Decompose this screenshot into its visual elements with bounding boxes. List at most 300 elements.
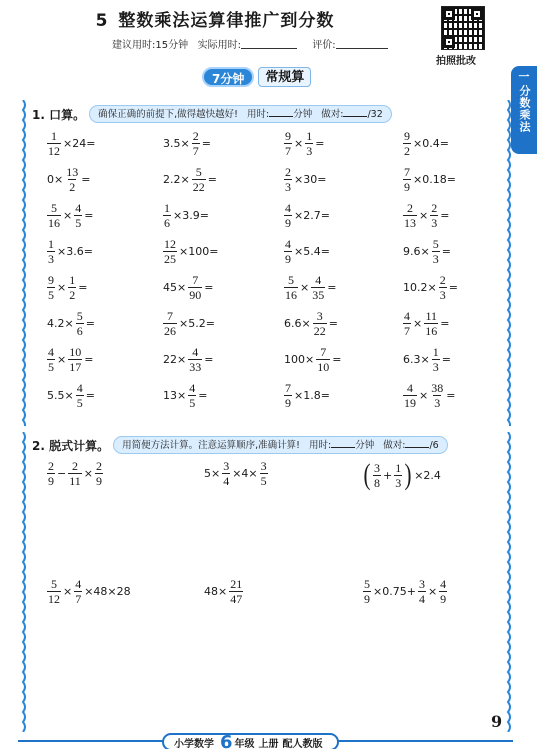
expr-text: ×1.8= xyxy=(294,389,330,402)
section2-total: /6 xyxy=(429,440,439,451)
denominator: 9 xyxy=(364,592,370,606)
section1-instruction: 确保正确的前提下,做得越快越好! xyxy=(98,109,238,120)
numerator: 7 xyxy=(192,273,199,287)
oral-problem[interactable] xyxy=(46,346,94,373)
denominator: 33 xyxy=(189,360,202,374)
fraction xyxy=(403,382,417,409)
expr-text: ×2.7= xyxy=(294,209,330,222)
numerator: 4 xyxy=(285,201,291,215)
expr-text: = xyxy=(198,389,208,402)
expr-text: × xyxy=(63,209,73,222)
fraction xyxy=(47,346,55,373)
denominator: 22 xyxy=(192,180,205,194)
fraction xyxy=(284,202,292,229)
fraction xyxy=(163,310,177,337)
section2-time-label: 用时: xyxy=(309,440,332,451)
numerator: 5 xyxy=(51,577,57,591)
denominator: 90 xyxy=(189,288,202,302)
numerator: 11 xyxy=(425,309,437,323)
oral-problem[interactable] xyxy=(283,382,331,409)
section2-time-blank[interactable] xyxy=(331,439,355,448)
numerator: 1 xyxy=(432,345,439,359)
fraction xyxy=(188,274,202,301)
oral-problem[interactable] xyxy=(283,130,325,157)
section1-title: 1. 口算。 xyxy=(32,107,86,122)
numerator: 21 xyxy=(230,577,243,591)
expr-text: = xyxy=(207,173,217,186)
denominator: 16 xyxy=(285,288,297,302)
fraction xyxy=(47,274,55,301)
numerator: 1 xyxy=(164,201,170,215)
fraction xyxy=(47,460,55,487)
expr-text: ×3.9= xyxy=(173,209,209,222)
qr-label: 拍照批改 xyxy=(436,56,476,67)
fraction xyxy=(188,346,202,373)
fraction xyxy=(163,202,171,229)
qr-code-icon[interactable] xyxy=(441,6,485,50)
expr-text: 9.6× xyxy=(403,245,430,258)
denominator: 3 xyxy=(306,144,313,158)
denominator: 3 xyxy=(432,252,439,266)
oral-problem[interactable] xyxy=(162,382,208,409)
expr-text: = xyxy=(81,173,91,186)
numerator: 1 xyxy=(48,237,54,251)
expr-text: = xyxy=(446,389,456,402)
expr-text: = xyxy=(440,317,450,330)
expr-text: 13× xyxy=(163,389,187,402)
denominator: 4 xyxy=(223,474,230,488)
denominator: 5 xyxy=(76,396,83,410)
oral-problem[interactable] xyxy=(402,274,459,301)
fraction xyxy=(439,274,447,301)
denominator: 7 xyxy=(75,592,82,606)
denominator: 3 xyxy=(432,360,439,374)
expr-text: ×48×28 xyxy=(84,585,131,598)
denominator: 5 xyxy=(260,474,267,488)
expr-text: 45× xyxy=(163,281,187,294)
section1-correct-label: 做对: xyxy=(321,109,344,120)
expr-text: ×5.4= xyxy=(294,245,330,258)
fraction xyxy=(95,460,103,487)
expr-text: × xyxy=(427,585,438,598)
numerator: 2 xyxy=(96,459,102,473)
actual-time-label: 实际用时: xyxy=(197,40,242,51)
numerator: 4 xyxy=(315,273,322,287)
fraction xyxy=(163,238,177,265)
denominator: 7 xyxy=(192,144,199,158)
expr-text: ×0.75+ xyxy=(373,585,416,598)
fraction xyxy=(284,238,292,265)
denominator: 3 xyxy=(431,216,438,230)
denominator: 12 xyxy=(48,144,60,158)
expr-text: ×0.18= xyxy=(413,173,456,186)
section2-minute-label: 分钟 xyxy=(355,440,375,451)
fraction xyxy=(311,274,325,301)
page-number: 9 xyxy=(491,712,503,731)
denominator: 25 xyxy=(164,252,176,266)
expr-text: 5× xyxy=(204,467,221,480)
fraction xyxy=(305,130,313,157)
numerator: 3 xyxy=(418,577,425,591)
section1-total: /32 xyxy=(367,109,383,120)
wave-border-left-2 xyxy=(18,432,28,732)
section2-note xyxy=(113,436,448,454)
numerator: 4 xyxy=(75,201,82,215)
denominator: 6 xyxy=(76,324,83,338)
expr-text: × xyxy=(83,467,93,480)
routine-label: 常规算 xyxy=(258,67,311,87)
oral-problem[interactable] xyxy=(402,346,452,373)
oral-problem[interactable] xyxy=(402,130,450,157)
denominator: 19 xyxy=(404,396,416,410)
oral-problem[interactable] xyxy=(162,346,214,373)
written-problem[interactable] xyxy=(203,460,269,487)
oral-problem[interactable] xyxy=(46,166,91,193)
denominator: 9 xyxy=(404,180,410,194)
fraction xyxy=(188,382,196,409)
denominator: 8 xyxy=(374,475,380,490)
fraction xyxy=(260,460,268,487)
footer-subject: 小学数学 xyxy=(174,738,214,749)
oral-problem[interactable] xyxy=(46,238,94,265)
fraction xyxy=(65,166,79,193)
expr-text: 48× xyxy=(204,585,228,598)
page-title xyxy=(0,6,430,31)
section2-correct-blank[interactable] xyxy=(405,439,429,448)
expr-text: = xyxy=(204,281,214,294)
denominator: 35 xyxy=(312,288,325,302)
numerator: 9 xyxy=(285,129,291,143)
fraction xyxy=(74,202,82,229)
section2-instruction: 用简便方法计算。注意运算顺序,准确计算! xyxy=(122,440,300,451)
expr-text: × xyxy=(57,353,67,366)
written-problem[interactable] xyxy=(46,460,104,487)
denominator: 2 xyxy=(69,288,76,302)
numerator: 4 xyxy=(192,345,199,359)
expr-text: 3.5× xyxy=(163,137,190,150)
expr-text: = xyxy=(448,281,458,294)
oral-problem[interactable] xyxy=(283,274,337,301)
numerator: 38 xyxy=(431,381,444,395)
expr-text: 4.2× xyxy=(47,317,74,330)
fraction xyxy=(229,578,243,605)
written-problem[interactable] xyxy=(362,460,442,490)
oral-problem[interactable] xyxy=(283,238,331,265)
fraction xyxy=(68,274,76,301)
expr-text: × xyxy=(419,389,429,402)
denominator: 7 xyxy=(404,324,410,338)
denominator: 5 xyxy=(48,288,54,302)
expr-text: = xyxy=(440,209,450,222)
wave-border-left xyxy=(18,100,28,426)
numerator: 3 xyxy=(223,459,230,473)
lesson-title: 整数乘法运算律推广到分数 xyxy=(118,11,335,31)
fraction xyxy=(403,202,417,229)
oral-problem[interactable] xyxy=(162,130,212,157)
wave-border-right xyxy=(503,100,513,426)
fraction xyxy=(430,202,438,229)
denominator: 10 xyxy=(317,360,330,374)
numerator: 4 xyxy=(407,381,413,395)
denominator: 3 xyxy=(48,252,54,266)
denominator: 9 xyxy=(285,396,291,410)
fraction xyxy=(432,346,440,373)
numerator: 2 xyxy=(72,459,78,473)
denominator: 26 xyxy=(164,324,176,338)
expr-text: ×4× xyxy=(232,467,258,480)
actual-time-blank[interactable] xyxy=(241,39,297,49)
numerator: 10 xyxy=(69,345,82,359)
fraction xyxy=(363,578,371,605)
denominator: 13 xyxy=(404,216,416,230)
oral-problem[interactable] xyxy=(162,202,210,229)
expr-text: ×5.2= xyxy=(179,317,215,330)
denominator: 9 xyxy=(96,474,102,488)
denominator: 16 xyxy=(48,216,60,230)
suggested-time: 建议用时:15分钟 xyxy=(112,40,189,51)
expr-text: = xyxy=(441,353,451,366)
fraction xyxy=(424,310,438,337)
fraction xyxy=(192,130,200,157)
fraction xyxy=(74,578,82,605)
expr-text: × xyxy=(63,585,73,598)
denominator: 3 xyxy=(395,475,402,490)
numerator: 4 xyxy=(285,237,291,251)
section1-note xyxy=(89,105,392,123)
expr-text: 100× xyxy=(284,353,315,366)
numerator: 5 xyxy=(195,165,202,179)
expr-text: × xyxy=(300,281,310,294)
chapter-name: 分数乘法 xyxy=(518,85,531,133)
written-problem[interactable] xyxy=(46,578,132,605)
fraction xyxy=(284,130,292,157)
oral-problem[interactable] xyxy=(402,382,456,409)
denominator: 16 xyxy=(425,324,438,338)
denominator: 4 xyxy=(418,592,425,606)
numerator: 2 xyxy=(439,273,446,287)
expr-text: 22× xyxy=(163,353,187,366)
numerator: 5 xyxy=(76,309,83,323)
footer-badge xyxy=(162,733,339,749)
expr-text: = xyxy=(204,353,214,366)
numerator: 5 xyxy=(51,201,57,215)
numerator: 7 xyxy=(167,309,173,323)
expr-text: = xyxy=(84,209,94,222)
fraction xyxy=(68,460,82,487)
numerator: 1 xyxy=(395,460,402,475)
expr-text: × xyxy=(419,209,429,222)
oral-problem[interactable] xyxy=(162,166,218,193)
denominator: 5 xyxy=(189,396,196,410)
section1-correct-blank[interactable] xyxy=(343,108,367,117)
numerator: 3 xyxy=(316,309,323,323)
oral-problem[interactable] xyxy=(402,166,457,193)
numerator: 5 xyxy=(288,273,294,287)
oral-problem[interactable] xyxy=(162,238,219,265)
denominator: 9 xyxy=(48,474,54,488)
oral-problem[interactable] xyxy=(46,274,88,301)
expr-text: = xyxy=(327,281,337,294)
fraction xyxy=(432,238,440,265)
expr-text: 2.2× xyxy=(163,173,190,186)
oral-problem[interactable] xyxy=(46,382,96,409)
oral-problem[interactable] xyxy=(402,310,450,337)
denominator: 3 xyxy=(434,396,441,410)
expr-text: = xyxy=(85,389,95,402)
footer-volume: 上册 xyxy=(258,738,279,749)
fraction xyxy=(222,460,230,487)
fraction xyxy=(394,462,402,489)
wave-border-right-2 xyxy=(503,432,513,732)
expr-text: 5.5× xyxy=(47,389,74,402)
denominator: 3 xyxy=(285,180,291,194)
expr-text: 6.3× xyxy=(403,353,430,366)
oral-problem[interactable] xyxy=(162,274,214,301)
denominator: 6 xyxy=(164,216,170,230)
fraction xyxy=(403,166,411,193)
expr-text: 6.6× xyxy=(284,317,311,330)
fraction xyxy=(192,166,206,193)
denominator: 17 xyxy=(69,360,82,374)
denominator: 2 xyxy=(69,180,76,194)
expr-text: = xyxy=(315,137,325,150)
paren: ) xyxy=(404,458,412,491)
denominator: 5 xyxy=(75,216,82,230)
chapter-side-tab xyxy=(511,66,537,154)
fraction xyxy=(76,310,84,337)
numerator: 4 xyxy=(48,345,54,359)
denominator: 2 xyxy=(404,144,410,158)
expr-text: − xyxy=(57,467,67,480)
denominator: 9 xyxy=(440,592,447,606)
numerator: 4 xyxy=(440,577,447,591)
numerator: 2 xyxy=(192,129,199,143)
section-badge xyxy=(202,66,311,88)
expr-text: 10.2× xyxy=(403,281,437,294)
numerator: 3 xyxy=(260,459,267,473)
evaluation-blank[interactable] xyxy=(336,39,388,49)
numerator: 3 xyxy=(374,460,380,475)
numerator: 5 xyxy=(364,577,370,591)
oral-problem[interactable] xyxy=(402,202,450,229)
fraction xyxy=(284,382,292,409)
lesson-number: 5 xyxy=(95,11,109,31)
fraction xyxy=(47,202,61,229)
denominator: 12 xyxy=(48,592,60,606)
expr-text: = xyxy=(85,317,95,330)
numerator: 2 xyxy=(48,459,54,473)
fraction xyxy=(403,310,411,337)
denominator: 47 xyxy=(230,592,243,606)
fraction xyxy=(418,578,426,605)
fraction xyxy=(316,346,330,373)
numerator: 4 xyxy=(404,309,410,323)
oral-problem[interactable] xyxy=(162,310,216,337)
numerator: 7 xyxy=(404,165,410,179)
numerator: 7 xyxy=(285,381,291,395)
numerator: 4 xyxy=(189,381,196,395)
expr-text: ×30= xyxy=(294,173,327,186)
expr-text: = xyxy=(332,353,342,366)
section1-time-label: 用时: xyxy=(247,109,270,120)
section1-header xyxy=(32,104,392,124)
paren: ( xyxy=(363,458,371,491)
fraction xyxy=(403,130,411,157)
expr-text: × xyxy=(413,317,423,330)
section1-minute-label: 分钟 xyxy=(293,109,313,120)
fraction xyxy=(439,578,447,605)
expr-text: ×3.6= xyxy=(57,245,93,258)
expr-text: = xyxy=(441,245,451,258)
denominator: 3 xyxy=(439,288,446,302)
denominator: 11 xyxy=(69,474,81,488)
fraction xyxy=(47,238,55,265)
expr-text: × xyxy=(57,281,67,294)
section2-title: 2. 脱式计算。 xyxy=(32,438,110,453)
expr-text: ×24= xyxy=(63,137,96,150)
footer-grade-number: 6 xyxy=(220,731,233,749)
oral-problem[interactable] xyxy=(283,202,331,229)
numerator: 9 xyxy=(404,129,410,143)
footer-edition: 配人教版 xyxy=(282,738,323,749)
oral-problem[interactable] xyxy=(283,346,342,373)
denominator: 9 xyxy=(285,252,291,266)
expr-text: + xyxy=(383,468,393,482)
evaluation-label: 评价: xyxy=(312,40,336,51)
expr-text: = xyxy=(78,281,88,294)
section2-header xyxy=(32,435,448,455)
oral-problem[interactable] xyxy=(46,130,96,157)
denominator: 7 xyxy=(285,144,291,158)
numerator: 4 xyxy=(76,381,83,395)
numerator: 5 xyxy=(432,237,439,251)
expr-text: 0× xyxy=(47,173,64,186)
oral-problem[interactable] xyxy=(283,166,327,193)
fraction xyxy=(284,166,292,193)
fraction xyxy=(76,382,84,409)
oral-problem[interactable] xyxy=(46,202,94,229)
numerator: 1 xyxy=(51,129,57,143)
fraction xyxy=(373,462,381,489)
numerator: 12 xyxy=(164,237,176,251)
numerator: 13 xyxy=(66,165,79,179)
denominator: 5 xyxy=(48,360,54,374)
numerator: 1 xyxy=(306,129,313,143)
fraction xyxy=(68,346,82,373)
expr-text: × xyxy=(294,137,304,150)
expr-text: = xyxy=(84,353,94,366)
fraction xyxy=(47,130,61,157)
denominator: 22 xyxy=(313,324,326,338)
fraction xyxy=(47,578,61,605)
oral-problem[interactable] xyxy=(46,310,96,337)
oral-problem[interactable] xyxy=(402,238,452,265)
expr-text: = xyxy=(328,317,338,330)
time-info-line xyxy=(112,36,400,51)
expr-text: ×0.4= xyxy=(413,137,449,150)
expr-text: ×2.4 xyxy=(414,468,441,482)
written-problem[interactable] xyxy=(203,578,244,605)
written-problem[interactable] xyxy=(362,578,448,605)
oral-problem[interactable] xyxy=(283,310,339,337)
expr-text: ×100= xyxy=(179,245,219,258)
section1-time-blank[interactable] xyxy=(269,108,293,117)
chapter-number: 一 xyxy=(518,70,530,83)
denominator: 9 xyxy=(285,216,291,230)
numerator: 2 xyxy=(407,201,413,215)
numerator: 9 xyxy=(48,273,54,287)
numerator: 4 xyxy=(75,577,82,591)
